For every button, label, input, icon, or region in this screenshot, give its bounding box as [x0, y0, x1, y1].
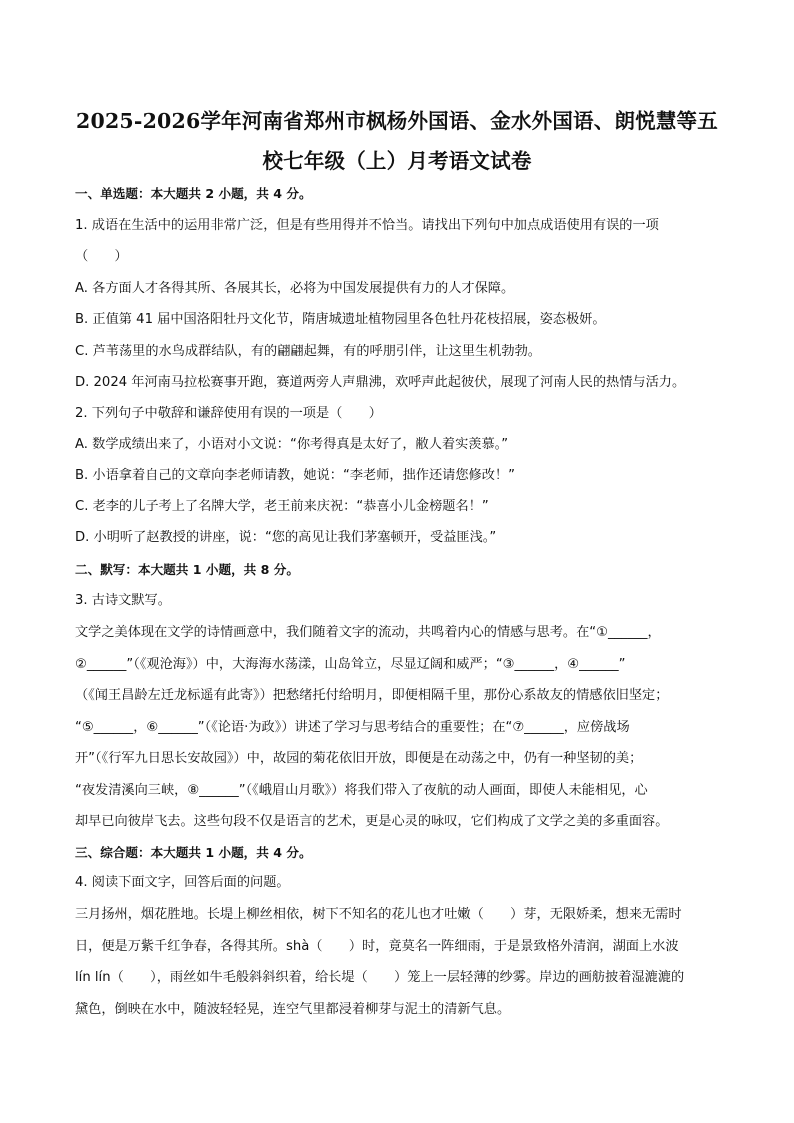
exam-title-line-1: 2025-2026学年河南省郑州市枫杨外国语、金水外国语、朗悦慧等五	[76, 109, 718, 133]
passage-line: 三月扬州，烟花胜地。长堤上柳丝相依，树下不知名的花儿也才吐嫩（ ）芽，无限娇柔，想来无需时	[75, 907, 682, 922]
question-4-passage	[75, 899, 721, 1025]
section-heading-comprehensive: 三、综合题：本大题共 1 小题，共 4 分。	[75, 845, 312, 860]
question-3-stem: 3. 古诗文默写。	[75, 593, 171, 608]
passage-line: 文学之美体现在文学的诗情画意中，我们随着文字的流动，共鸣着内心的情感与思考。在“①______，	[75, 625, 661, 640]
question-1-option-a: A. 各方面人才各得其所、各展其长，必将为中国发展提供有力的人才保障。	[75, 281, 515, 296]
passage-line: 日，便是万紫千红争春，各得其所。shà（ ）时，竟莫名一阵细雨，于是景致格外清润，湖面上水波	[75, 938, 679, 954]
passage-line: “夜发清溪向三峡，⑧______”（《峨眉山月歌》）将我们带入了夜航的动人画面，即使人未能相见，心	[75, 782, 648, 798]
passage-line: “⑤______，⑥______”（《论语·为政》）讲述了学习与思考结合的重要性；在“⑦______，应傍战场	[75, 719, 630, 735]
passage-line: 开”（《行军九日思长安故园》）中，故园的菊花依旧开放，即便是在动荡之中，仍有一种坚韧的美；	[75, 751, 643, 766]
question-1-option-c: C. 芦苇荡里的水鸟成群结队，有的翩翩起舞，有的呼朋引伴，让这里生机勃勃。	[75, 344, 541, 359]
question-2-option-a: A. 数学成绩出来了，小语对小文说：“你考得真是太好了，敝人着实羡慕。”	[75, 437, 509, 452]
question-1-stem: 1. 成语在生活中的运用非常广泛，但是有些用得并不恰当。请找出下列句中加点成语使用有误的一项	[75, 218, 659, 233]
question-1-option-d: D. 2024 年河南马拉松赛事开跑，赛道两旁人声鼎沸，欢呼声此起彼伏，展现了河南人民的热情与活力。	[75, 375, 686, 390]
section-heading-dictation: 二、默写：本大题共 1 小题，共 8 分。	[75, 562, 299, 577]
question-1-option-b: B. 正值第 41 届中国洛阳牡丹文化节，隋唐城遗址植物园里各色牡丹花枝招展，姿态极妍。	[75, 312, 606, 327]
passage-line: 却早已向彼岸飞去。这些句段不仅是语言的艺术，更是心灵的咏叹，它们构成了文学之美的多重面容。	[75, 814, 669, 829]
exam-title-line-2: 校七年级（上）月考语文试卷	[262, 149, 532, 173]
question-2-option-c: C. 老李的儿子考上了名牌大学，老王前来庆祝：“恭喜小儿金榜题名！”	[75, 499, 489, 514]
question-2-option-d: D. 小明听了赵教授的讲座，说：“您的高见让我们茅塞顿开，受益匪浅。”	[75, 530, 497, 545]
passage-line: （《闻王昌龄左迁龙标遥有此寄》）把愁绪托付给明月，即便相隔千里，那份心系故友的情感依旧坚定；	[75, 688, 669, 703]
question-4-stem: 4. 阅读下面文字，回答后面的问题。	[75, 875, 290, 890]
question-1-answer-bracket: （ ）	[75, 249, 128, 264]
section-heading-single-choice: 一、单选题：本大题共 2 小题，共 4 分。	[75, 186, 312, 201]
passage-line: 黛色，倒映在水中，随波轻轻晃，连空气里都浸着柳芽与泥土的清新气息。	[75, 1001, 511, 1017]
question-2-option-b: B. 小语拿着自己的文章向李老师请教，她说：“李老师，拙作还请您修改！”	[75, 468, 515, 483]
question-2-stem: 2. 下列句子中敬辞和谦辞使用有误的一项是（ ）	[75, 406, 382, 421]
passage-line: lín lín（ ），雨丝如牛毛般斜斜织着，给长堤（ ）笼上一层轻薄的纱雾。岸边的画舫披着湿漉漉的	[75, 970, 685, 985]
passage-line: ②______”（《观沧海》）中，大海海水荡漾，山岛耸立，尽显辽阔和威严；“③______，④______”	[75, 656, 626, 672]
question-3-passage	[75, 617, 721, 838]
